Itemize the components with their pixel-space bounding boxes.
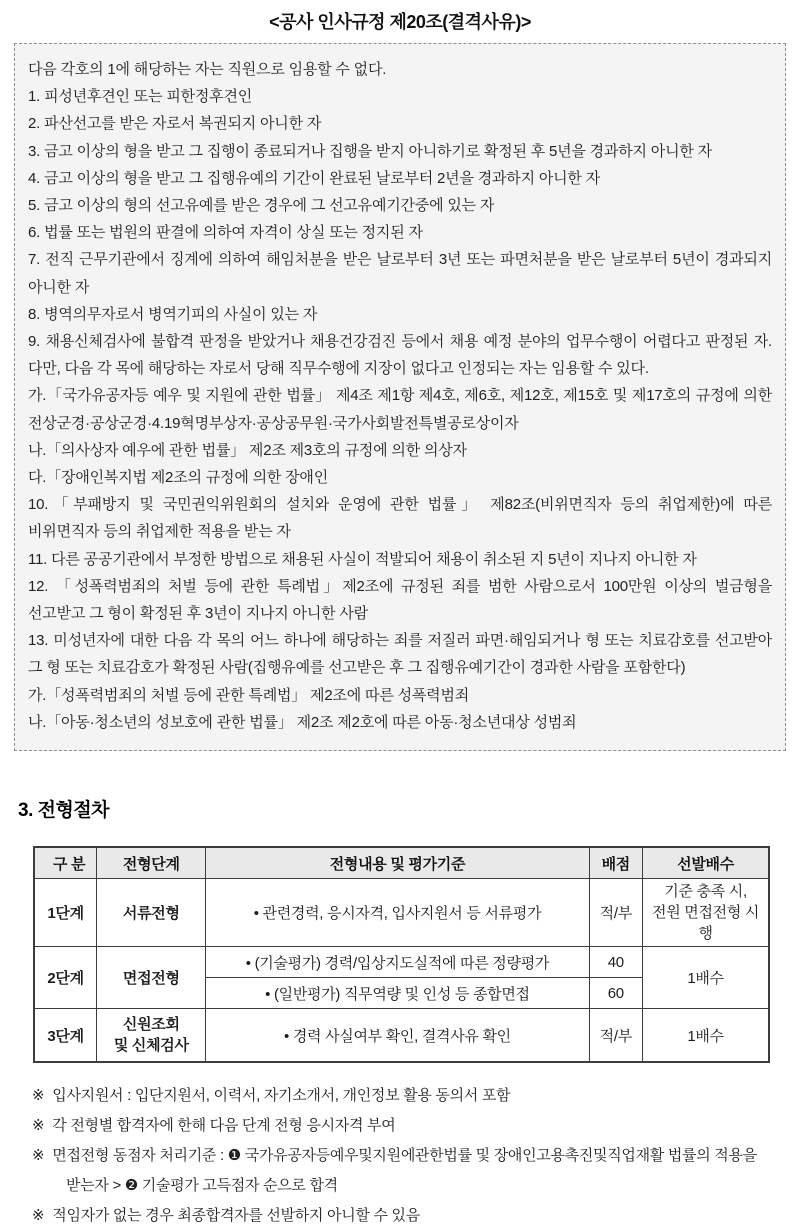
note-stage-eligibility: [32, 1111, 800, 1141]
regulation-clause-5: 5. 금고 이상의 형의 선고유예를 받은 경우에 그 선고유예기간중에 있는 자: [28, 197, 495, 215]
step2-selection: 1배수: [643, 947, 769, 1009]
reference-mark-icon: ※: [32, 1117, 45, 1135]
section-heading-procedure: 3. 전형절차: [18, 800, 110, 822]
note-text: 면접전형 동점자 처리기준 : ❶ 국가유공자등예우및지원에관한법률 및 장애인고용촉진및직업재활 법률의 적용을 받는자 > ❷ 기술평가 고득점자 순으로 합격: [52, 1147, 757, 1195]
note-application-documents: [32, 1081, 800, 1111]
regulation-clause-6: 6. 법률 또는 법원의 판결에 의하여 자격이 상실 또는 정지된 자: [28, 224, 423, 242]
step1-selection: [643, 879, 769, 947]
page-title: <공사 인사규정 제20조(결격사유)>: [269, 12, 531, 32]
regulation-clause-9-na: 나.「의사상자 예우에 관한 법률」 제2조 제3호의 규정에 의한 의상자: [28, 441, 467, 459]
table-row-step2a: [34, 947, 769, 978]
step1-points: 적/부: [589, 879, 643, 947]
notes-section: [32, 1081, 800, 1231]
selection-procedure-table: [33, 846, 770, 1063]
note-text: 각 전형별 합격자에 한해 다음 단계 전형 응시자격 부여: [52, 1117, 396, 1135]
reference-mark-icon: ※: [32, 1147, 45, 1165]
note-text: 입사지원서 : 입단지원서, 이력서, 자기소개서, 개인정보 활용 동의서 포함: [52, 1087, 511, 1105]
regulation-clause-9-da: 다.「장애인복지법 제2조의 규정에 의한 장애인: [28, 469, 329, 487]
table-header-row: [34, 847, 769, 879]
regulation-box: [14, 43, 786, 751]
header-points: 배점: [589, 847, 643, 879]
table-row-step3: [34, 1009, 769, 1063]
step1-label: 1단계: [34, 879, 97, 947]
regulation-clause-2: 2. 파산선고를 받은 자로서 복권되지 아니한 자: [28, 115, 322, 133]
header-stage: 전형단계: [97, 847, 206, 879]
step1-selection-line1: 기준 충족 시,: [664, 883, 747, 901]
reference-mark-icon: ※: [32, 1207, 45, 1225]
regulation-clause-11: 11. 다른 공공기관에서 부정한 방법으로 채용된 사실이 적발되어 채용이 취소된 지 5년이 지나지 아니한 자: [28, 550, 697, 568]
regulation-clause-9-ga: 가.「국가유공자등 예우 및 지원에 관한 법률」 제4조 제1항 제4호, 제6호, 제12호, 제15호 및 제17호의 규정에 의한 전상군경·공상군경·4.19혁명부상자·공상공무원·국가사회발전특별공로상이자: [28, 387, 772, 432]
step2-criteria-general: • (일반평가) 직무역량 및 인성 등 종합면접: [206, 978, 589, 1009]
step3-stage-line2: 및 신체검사: [113, 1037, 189, 1055]
step3-label: 3단계: [34, 1009, 97, 1063]
header-step: 구 분: [34, 847, 97, 879]
step2-stage: 면접전형: [97, 947, 206, 1009]
regulation-clause-9: 9. 채용신체검사에 불합격 판정을 받았거나 채용건강검진 등에서 채용 예정 분야의 업무수행이 어렵다고 판정된 자. 다만, 다음 각 목에 해당하는 자로서 당해 직무수행에 지장이 없다고 인정되는 자는 임용할 수 있다.: [28, 333, 772, 378]
regulation-clause-13-na: 나.「아동·청소년의 성보호에 관한 법률」 제2조 제2호에 따른 아동·청소년대상 성범죄: [28, 713, 577, 731]
note-no-selection: [32, 1201, 800, 1231]
regulation-clause-13-ga: 가.「성폭력범죄의 처벌 등에 관한 특례법」 제2조에 따른 성폭력범죄: [28, 686, 470, 704]
regulation-clause-10: 10.「부패방지 및 국민권익위원회의 설치와 운영에 관한 법률」 제82조(비위면직자 등의 취업제한)에 따른 비위면직자 등의 취업제한 적용을 받는 자: [28, 496, 772, 541]
step2-points-general: 60: [589, 978, 643, 1009]
note-text: 적임자가 없는 경우 최종합격자를 선발하지 아니할 수 있음: [52, 1207, 420, 1225]
note-tiebreaker: [32, 1141, 800, 1201]
step2-criteria-tech: • (기술평가) 경력/입상지도실적에 따른 정량평가: [206, 947, 589, 978]
step2-points-tech: 40: [589, 947, 643, 978]
reference-mark-icon: ※: [32, 1087, 45, 1105]
step2-label: 2단계: [34, 947, 97, 1009]
table-row-step1: [34, 879, 769, 947]
header-selection: 선발배수: [643, 847, 769, 879]
step3-stage-line1: 신원조회: [122, 1016, 180, 1034]
header-criteria: 전형내용 및 평가기준: [206, 847, 589, 879]
step1-selection-line2: 전원 면접전형 시행: [652, 904, 760, 943]
regulation-intro: 다음 각호의 1에 해당하는 자는 직원으로 임용할 수 없다.: [28, 61, 387, 78]
step3-stage: [97, 1009, 206, 1063]
regulation-clause-1: 1. 피성년후견인 또는 피한정후견인: [28, 88, 253, 106]
step3-points: 적/부: [589, 1009, 643, 1063]
regulation-clause-8: 8. 병역의무자로서 병역기피의 사실이 있는 자: [28, 305, 318, 323]
step1-stage: 서류전형: [97, 879, 206, 947]
regulation-clause-12: 12. 「성폭력범죄의 처벌 등에 관한 특례법」제2조에 규정된 죄를 범한 사람으로서 100만원 이상의 벌금형을 선고받고 그 형이 확정된 후 3년이 지나지 아니한 사람: [28, 577, 772, 623]
regulation-clause-13: 13. 미성년자에 대한 다음 각 목의 어느 하나에 해당하는 죄를 저질러 파면·해임되거나 형 또는 치료감호를 선고받아 그 형 또는 치료감호가 확정된 사람(집행유예를 선고받은 후 그 집행유예기간이 경과한 사람을 포함한다): [28, 632, 772, 677]
regulation-clause-4: 4. 금고 이상의 형을 받고 그 집행유예의 기간이 완료된 날로부터 2년을 경과하지 아니한 자: [28, 169, 600, 187]
regulation-clause-7: 7. 전직 근무기관에서 징계에 의하여 해임처분을 받은 날로부터 3년 또는 파면처분을 받은 날로부터 5년이 경과되지 아니한 자: [28, 251, 772, 296]
step1-criteria: • 관련경력, 응시자격, 입사지원서 등 서류평가: [206, 879, 589, 947]
regulation-clause-3: 3. 금고 이상의 형을 받고 그 집행이 종료되거나 집행을 받지 아니하기로 확정된 후 5년을 경과하지 아니한 자: [28, 142, 712, 160]
step3-selection: 1배수: [643, 1009, 769, 1063]
step3-criteria: • 경력 사실여부 확인, 결격사유 확인: [206, 1009, 589, 1063]
